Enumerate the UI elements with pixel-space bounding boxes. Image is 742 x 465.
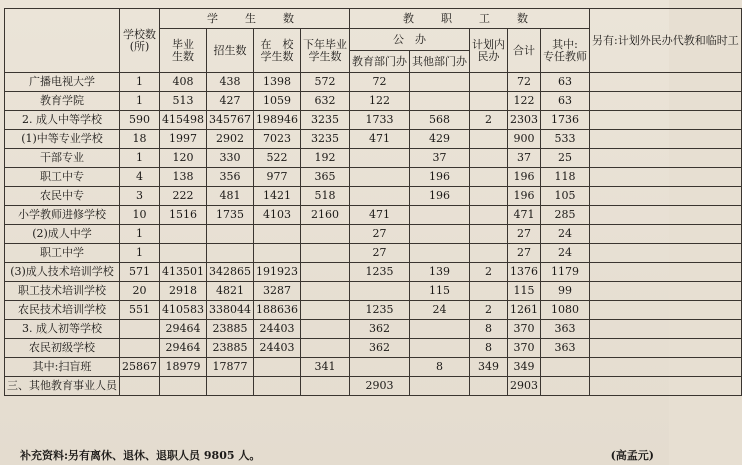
- header-extra: 另有:计划外民办代教和临时工: [590, 9, 742, 73]
- table-cell: 1059: [254, 92, 301, 111]
- table-cell: 1733: [350, 111, 410, 130]
- table-cell: 410583: [160, 301, 207, 320]
- table-cell: 139: [410, 263, 470, 282]
- table-cell: [350, 282, 410, 301]
- table-row: [5, 320, 742, 339]
- table-cell: 191923: [254, 263, 301, 282]
- table-cell: 27: [508, 225, 541, 244]
- table-cell: [254, 377, 301, 396]
- table-cell: 408: [160, 73, 207, 92]
- table-cell: 18: [120, 130, 160, 149]
- table-cell: 27: [508, 244, 541, 263]
- table-row: [5, 92, 742, 111]
- table-cell: [590, 263, 742, 282]
- row-label: (1)中等专业学校: [5, 130, 120, 149]
- table-cell: 1997: [160, 130, 207, 149]
- table-cell: 1376: [508, 263, 541, 282]
- table-row: [5, 187, 742, 206]
- row-label: 其中:扫盲班: [5, 358, 120, 377]
- table-cell: 2303: [508, 111, 541, 130]
- table-cell: [301, 282, 350, 301]
- table-cell: [590, 206, 742, 225]
- table-cell: 3287: [254, 282, 301, 301]
- table-row: [5, 263, 742, 282]
- row-label: 职工技术培训学校: [5, 282, 120, 301]
- table-cell: 2903: [350, 377, 410, 396]
- header-next-half-grads: 下年毕业 学生数: [301, 29, 350, 73]
- table-row: [5, 282, 742, 301]
- table-cell: 192: [301, 149, 350, 168]
- table-cell: 551: [120, 301, 160, 320]
- table-cell: [160, 244, 207, 263]
- table-cell: 122: [350, 92, 410, 111]
- row-label: (2)成人中学: [5, 225, 120, 244]
- table-cell: 18979: [160, 358, 207, 377]
- table-cell: [470, 244, 508, 263]
- table-cell: 198946: [254, 111, 301, 130]
- table-cell: [590, 225, 742, 244]
- table-cell: 370: [508, 320, 541, 339]
- table-cell: [120, 320, 160, 339]
- table-cell: [301, 301, 350, 320]
- header-total: 合计: [508, 29, 541, 73]
- table-cell: [207, 225, 254, 244]
- row-label: 广播电视大学: [5, 73, 120, 92]
- table-cell: 3: [120, 187, 160, 206]
- table-cell: 4103: [254, 206, 301, 225]
- table-cell: [254, 225, 301, 244]
- table-cell: 518: [301, 187, 350, 206]
- table-cell: 1261: [508, 301, 541, 320]
- table-cell: 115: [410, 282, 470, 301]
- table-cell: 568: [410, 111, 470, 130]
- table-cell: [590, 358, 742, 377]
- table-cell: 522: [254, 149, 301, 168]
- table-cell: [301, 244, 350, 263]
- table-cell: 7023: [254, 130, 301, 149]
- table-cell: 2: [470, 111, 508, 130]
- table-cell: 20: [120, 282, 160, 301]
- table-cell: [590, 111, 742, 130]
- table-cell: 1421: [254, 187, 301, 206]
- table-cell: 72: [350, 73, 410, 92]
- table-cell: 118: [541, 168, 590, 187]
- header-other-dept: 其他部门办: [410, 51, 470, 73]
- table-cell: 2918: [160, 282, 207, 301]
- table-cell: [590, 282, 742, 301]
- table-cell: [301, 320, 350, 339]
- header-edu-dept: 教育部门办: [350, 51, 410, 73]
- row-label: (3)成人技术培训学校: [5, 263, 120, 282]
- table-cell: 25: [541, 149, 590, 168]
- table-cell: 1516: [160, 206, 207, 225]
- table-cell: 285: [541, 206, 590, 225]
- table-cell: 138: [160, 168, 207, 187]
- table-cell: 4: [120, 168, 160, 187]
- table-cell: 1235: [350, 263, 410, 282]
- table-cell: 345767: [207, 111, 254, 130]
- header-enrolled: 招生数: [207, 29, 254, 73]
- table-cell: [590, 301, 742, 320]
- table-cell: 10: [120, 206, 160, 225]
- table-cell: 571: [120, 263, 160, 282]
- table-cell: [590, 320, 742, 339]
- table-cell: [470, 130, 508, 149]
- table-cell: 196: [508, 187, 541, 206]
- table-cell: [301, 339, 350, 358]
- row-label: 3. 成人初等学校: [5, 320, 120, 339]
- table-cell: 1398: [254, 73, 301, 92]
- table-cell: [120, 377, 160, 396]
- table-cell: [590, 168, 742, 187]
- table-cell: 3235: [301, 130, 350, 149]
- row-label: 职工中学: [5, 244, 120, 263]
- table-cell: [350, 187, 410, 206]
- table-cell: 29464: [160, 339, 207, 358]
- table-cell: 2160: [301, 206, 350, 225]
- table-cell: [301, 377, 350, 396]
- table-cell: 362: [350, 339, 410, 358]
- table-cell: 471: [350, 130, 410, 149]
- table-cell: 24403: [254, 320, 301, 339]
- table-cell: [160, 225, 207, 244]
- header-in-school: 在 校 学生数: [254, 29, 301, 73]
- table-cell: 513: [160, 92, 207, 111]
- table-cell: [410, 92, 470, 111]
- header-students-group: 学 生 数: [160, 9, 350, 29]
- table-cell: 342865: [207, 263, 254, 282]
- table-cell: 1: [120, 92, 160, 111]
- header-staff-group: 教 职 工 数: [350, 9, 590, 29]
- table-cell: 471: [508, 206, 541, 225]
- row-label: 农民初级学校: [5, 339, 120, 358]
- table-cell: 1: [120, 244, 160, 263]
- table-cell: 370: [508, 339, 541, 358]
- table-cell: 349: [470, 358, 508, 377]
- row-label: 职工中专: [5, 168, 120, 187]
- table-cell: [470, 73, 508, 92]
- row-label: 干部专业: [5, 149, 120, 168]
- table-cell: 427: [207, 92, 254, 111]
- footer-note: 补充资料:另有离休、退休、退职人员 9805 人。: [20, 449, 261, 462]
- table-cell: 1: [120, 73, 160, 92]
- table-cell: 188636: [254, 301, 301, 320]
- table-cell: 115: [508, 282, 541, 301]
- header-public: 公 办: [350, 29, 470, 51]
- table-cell: 27: [350, 225, 410, 244]
- education-statistics-table: [4, 8, 742, 396]
- table-cell: 25867: [120, 358, 160, 377]
- table-cell: 120: [160, 149, 207, 168]
- table-cell: 196: [410, 168, 470, 187]
- table-cell: 363: [541, 320, 590, 339]
- table-cell: [207, 244, 254, 263]
- table-cell: 196: [508, 168, 541, 187]
- table-cell: [410, 339, 470, 358]
- table-cell: 330: [207, 149, 254, 168]
- header-graduates: 毕业 生数: [160, 29, 207, 73]
- table-cell: 24: [410, 301, 470, 320]
- table-cell: [301, 225, 350, 244]
- table-cell: 1179: [541, 263, 590, 282]
- table-cell: 122: [508, 92, 541, 111]
- table-row: [5, 301, 742, 320]
- table-cell: [350, 358, 410, 377]
- table-cell: [470, 168, 508, 187]
- table-cell: 1736: [541, 111, 590, 130]
- table-cell: [470, 206, 508, 225]
- table-cell: 1080: [541, 301, 590, 320]
- footer: [20, 447, 660, 463]
- table-cell: [254, 358, 301, 377]
- table-cell: [470, 377, 508, 396]
- table-cell: 356: [207, 168, 254, 187]
- header-planned-private: 计划内 民办: [470, 29, 508, 73]
- table-cell: 72: [508, 73, 541, 92]
- header-of-which: 其中: 专任教师: [541, 29, 590, 73]
- table-cell: 29464: [160, 320, 207, 339]
- table-cell: [350, 149, 410, 168]
- table-cell: [470, 225, 508, 244]
- table-cell: [470, 92, 508, 111]
- table-cell: 2903: [508, 377, 541, 396]
- table-cell: [590, 73, 742, 92]
- table-cell: 632: [301, 92, 350, 111]
- table-cell: 363: [541, 339, 590, 358]
- table-cell: 4821: [207, 282, 254, 301]
- table-cell: 24403: [254, 339, 301, 358]
- table-cell: [590, 130, 742, 149]
- row-label: 三、其他教育事业人员: [5, 377, 120, 396]
- table-cell: 24: [541, 225, 590, 244]
- row-label: 农民中专: [5, 187, 120, 206]
- table-cell: [120, 339, 160, 358]
- table-row: [5, 130, 742, 149]
- table-cell: 900: [508, 130, 541, 149]
- table-cell: 977: [254, 168, 301, 187]
- table-cell: 338044: [207, 301, 254, 320]
- footer-author: (高孟元): [610, 449, 654, 462]
- table-cell: 415498: [160, 111, 207, 130]
- table-row: [5, 206, 742, 225]
- table-row: [5, 73, 742, 92]
- table-row: [5, 358, 742, 377]
- row-label: 农民技术培训学校: [5, 301, 120, 320]
- table-cell: 222: [160, 187, 207, 206]
- row-label: 小学教师进修学校: [5, 206, 120, 225]
- table-cell: 2: [470, 263, 508, 282]
- table-cell: [590, 377, 742, 396]
- table-cell: 37: [410, 149, 470, 168]
- table-cell: 8: [470, 320, 508, 339]
- table-cell: 362: [350, 320, 410, 339]
- table-cell: [254, 244, 301, 263]
- table-cell: 1: [120, 149, 160, 168]
- table-cell: 365: [301, 168, 350, 187]
- table-cell: 413501: [160, 263, 207, 282]
- table-cell: [470, 282, 508, 301]
- table-cell: [410, 244, 470, 263]
- table-cell: 2902: [207, 130, 254, 149]
- table-cell: 8: [410, 358, 470, 377]
- table-cell: 23885: [207, 320, 254, 339]
- table-row: [5, 377, 742, 396]
- table-cell: 533: [541, 130, 590, 149]
- table-cell: [541, 358, 590, 377]
- table-cell: [590, 339, 742, 358]
- table-cell: [301, 263, 350, 282]
- table-cell: [410, 206, 470, 225]
- table-cell: [410, 73, 470, 92]
- table-cell: 105: [541, 187, 590, 206]
- table-cell: 572: [301, 73, 350, 92]
- table-cell: 27: [350, 244, 410, 263]
- table-cell: [590, 149, 742, 168]
- table-cell: 1235: [350, 301, 410, 320]
- table-cell: 438: [207, 73, 254, 92]
- table-cell: 63: [541, 73, 590, 92]
- table-cell: [470, 149, 508, 168]
- table-row: [5, 225, 742, 244]
- table-cell: 429: [410, 130, 470, 149]
- table-cell: [410, 377, 470, 396]
- table-cell: 1: [120, 225, 160, 244]
- table-cell: 590: [120, 111, 160, 130]
- table-cell: 24: [541, 244, 590, 263]
- table-cell: [160, 377, 207, 396]
- table-cell: [541, 377, 590, 396]
- table-cell: [410, 225, 470, 244]
- table-row: [5, 244, 742, 263]
- table-cell: [590, 244, 742, 263]
- header-school-count: 学校数 (所): [120, 9, 160, 73]
- table-cell: 8: [470, 339, 508, 358]
- table-cell: 1735: [207, 206, 254, 225]
- table-row: [5, 339, 742, 358]
- table-cell: 341: [301, 358, 350, 377]
- table-row: [5, 111, 742, 130]
- table-cell: [590, 92, 742, 111]
- table-cell: 3235: [301, 111, 350, 130]
- row-label: 教育学院: [5, 92, 120, 111]
- table-cell: [410, 320, 470, 339]
- table-cell: 481: [207, 187, 254, 206]
- table-cell: 2: [470, 301, 508, 320]
- table-cell: 99: [541, 282, 590, 301]
- table-cell: 63: [541, 92, 590, 111]
- table-cell: [350, 168, 410, 187]
- table-cell: 471: [350, 206, 410, 225]
- table-cell: [590, 187, 742, 206]
- table-cell: 196: [410, 187, 470, 206]
- table-cell: 17877: [207, 358, 254, 377]
- table-row: [5, 168, 742, 187]
- table-row: [5, 149, 742, 168]
- header-blank-corner: [5, 9, 120, 73]
- row-label: 2. 成人中等学校: [5, 111, 120, 130]
- table-cell: 23885: [207, 339, 254, 358]
- table-cell: [470, 187, 508, 206]
- table-cell: 37: [508, 149, 541, 168]
- table-cell: 349: [508, 358, 541, 377]
- table-cell: [207, 377, 254, 396]
